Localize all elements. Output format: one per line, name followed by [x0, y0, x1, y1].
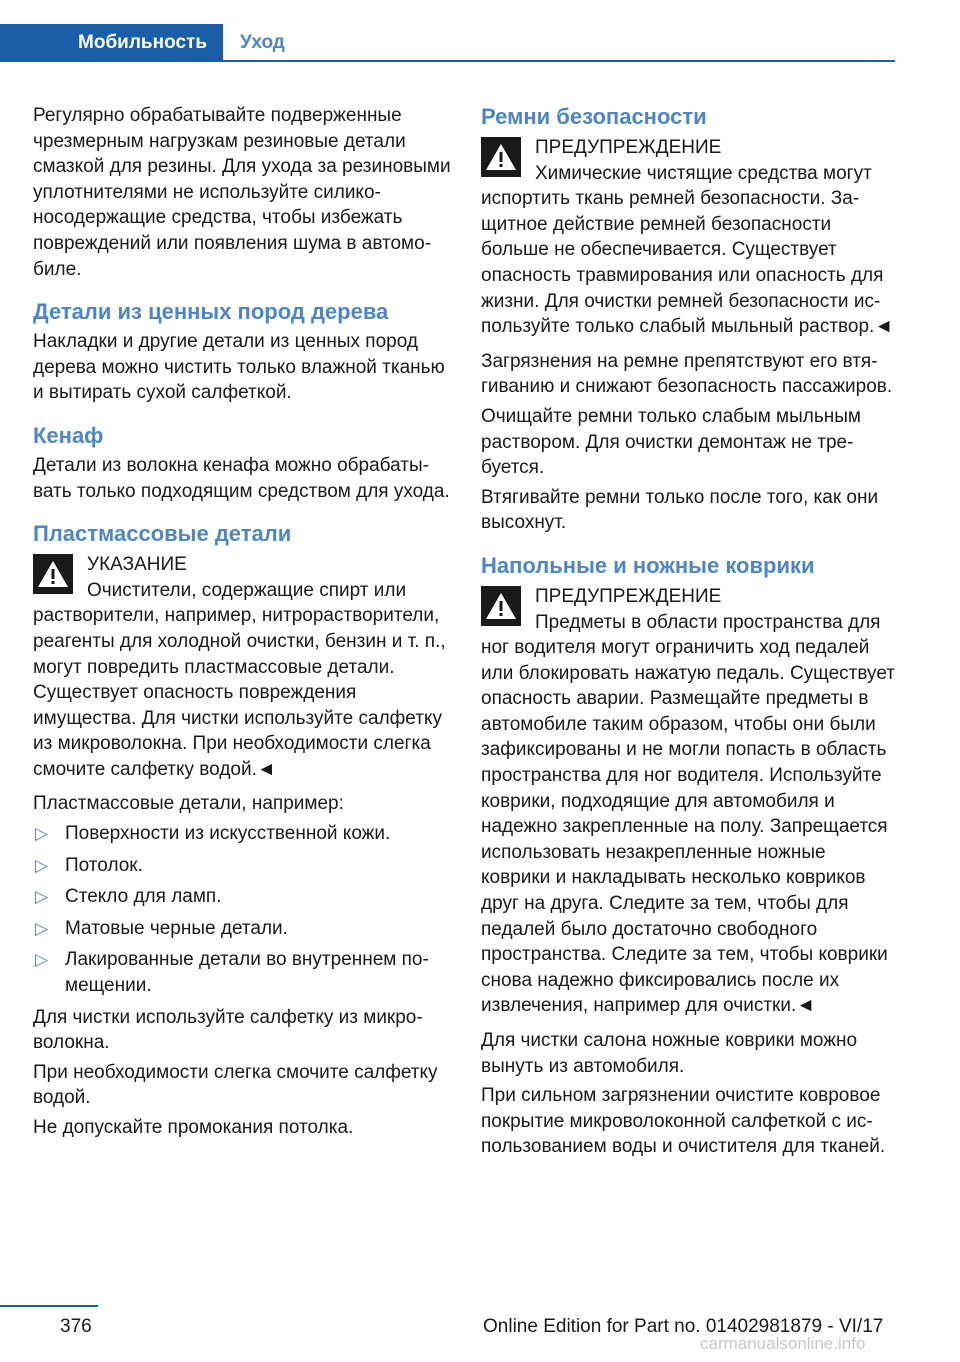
- belts-warning-block: [481, 135, 899, 340]
- right-column: [481, 103, 899, 1164]
- warning-title: ПРЕДУПРЕЖДЕНИЕ: [535, 137, 722, 158]
- warning-text-first: Химические чистящие средства могут: [535, 162, 872, 184]
- warning-triangle-icon: [481, 137, 521, 177]
- list-item: ▷ Матовые черные детали.: [33, 916, 451, 942]
- plastic-heading: Пластмассовые детали: [33, 521, 292, 547]
- footer-divider: [0, 1305, 98, 1307]
- notice-block: [33, 552, 451, 782]
- bullet-triangle-icon: ▷: [35, 950, 49, 970]
- mats-text-2: При сильном загрязнении очистите ковровое покрытие микроволоконной салфеткой с использованием воды и очистителя для тканей.: [481, 1085, 886, 1158]
- warning-text: ног водителя могут ограничить ход педалей или блокировать нажатую педаль. Существует опасность аварии. Размещайте предметы в автомобиле таким образом, чтобы они были зафиксированы и не могли попасть в область пространства для ног водителя. Используйте коврики, подходящие для автомобиля и надежно закрепленные на полу. Запрещается использовать незакрепленные ножные коврики и накладывать несколько ковриков друг на друга. Следите за тем, чтобы для педалей было достаточно свободного пространства. Следите за тем, чтобы коврики снова надежно фиксировались после их извлечения, например для очистки.◄: [481, 637, 895, 1017]
- edition-info: Online Edition for Part no. 01402981879 - VI/17: [483, 1316, 884, 1337]
- notice-text: растворители, например, нитрорастворители, реагенты для холодной очистки, бензин и т. п., могут повредить пластмассовые детали. Существует опасность повреждения имущества. Для чистки используйте салфетку из микроволокна. При необходимости слегка смочите салфетку водой.◄: [33, 605, 446, 780]
- notice-title: УКАЗАНИЕ: [87, 554, 187, 576]
- tab-mobility[interactable]: Мобильность: [0, 24, 223, 62]
- plastic-parts-list: [33, 821, 451, 999]
- bullet-triangle-icon: ▷: [35, 887, 49, 907]
- mats-warning-block: [481, 584, 899, 1019]
- list-item: ▷ Лакированные детали во внутреннем помещении.: [35, 949, 429, 997]
- cleaning-text-1: Для чистки используйте салфетку из микроволокна.: [33, 1006, 423, 1054]
- tab-care[interactable]: Уход: [240, 32, 285, 53]
- watermark: carmanualsonline.info: [700, 1334, 866, 1353]
- left-column: [33, 103, 451, 1145]
- cleaning-text-2: При необходимости слегка смочите салфетку водой.: [33, 1061, 438, 1109]
- warning-title: ПРЕДУПРЕЖДЕНИЕ: [535, 585, 722, 607]
- list-item: ▷ Поверхности из искусственной кожи.: [33, 821, 451, 847]
- list-item: ▷ Потолок.: [33, 853, 451, 879]
- list-item: ▷ Стекло для ламп.: [33, 884, 451, 910]
- warning-text: испортить ткань ремней безопасности. Защитное действие ремней безопасности больше не обеспечивается. Существует опасность травмирования или опасность для жизни. Для очистки ремней безопасности используйте только слабый мыльный раствор.◄: [481, 188, 894, 338]
- warning-text-first: Предметы в области пространства для: [535, 611, 881, 633]
- bullet-triangle-icon: ▷: [35, 855, 49, 875]
- wood-text: Накладки и другие детали из ценных пород дерева можно чистить только влажной тканью и вытирать сухой салфеткой.: [33, 331, 445, 404]
- belts-heading: Ремни безопасности: [481, 104, 707, 129]
- bullet-triangle-icon: ▷: [35, 918, 49, 938]
- bullet-triangle-icon: ▷: [35, 824, 49, 844]
- wood-heading: Детали из ценных пород дерева: [33, 299, 389, 325]
- belts-text-1: Загрязнения на ремне препятствуют его втягиванию и снижают безопасность пассажиров.: [481, 350, 893, 398]
- cleaning-text-3: Не допускайте промокания потолка.: [33, 1117, 354, 1138]
- rubber-care-text: Регулярно обрабатывайте подверженные чрезмерным нагрузкам резиновые детали смазкой для резины. Для ухода за резиновыми уплотнителями не используйте силиконосодержащие средства, чтобы избежать повреждений или появления шума в автомобиле.: [33, 105, 451, 280]
- page-number: 376: [60, 1316, 92, 1337]
- header-divider: [0, 60, 895, 62]
- kenaf-text: Детали из волокна кенафа можно обрабатывать только подходящим средством для ухода.: [33, 454, 450, 502]
- kenaf-heading: Кенаф: [33, 422, 104, 448]
- notice-text-first: Очистители, содержащие спирт или: [87, 579, 407, 601]
- mats-text-1: Для чистки салона ножные коврики можно вынуть из автомобиля.: [481, 1030, 858, 1077]
- plastic-list-intro: Пластмассовые детали, например:: [33, 793, 344, 815]
- header-bar: [0, 24, 895, 62]
- mats-heading: Напольные и ножные коврики: [481, 552, 815, 578]
- belts-text-3: Втягивайте ремни только после того, как они высохнут.: [481, 486, 879, 534]
- warning-triangle-icon: [481, 586, 521, 626]
- belts-text-2: Очищайте ремни только слабым мыльным раствором. Для очистки демонтаж не требуется.: [481, 405, 861, 479]
- warning-triangle-icon: [33, 554, 73, 594]
